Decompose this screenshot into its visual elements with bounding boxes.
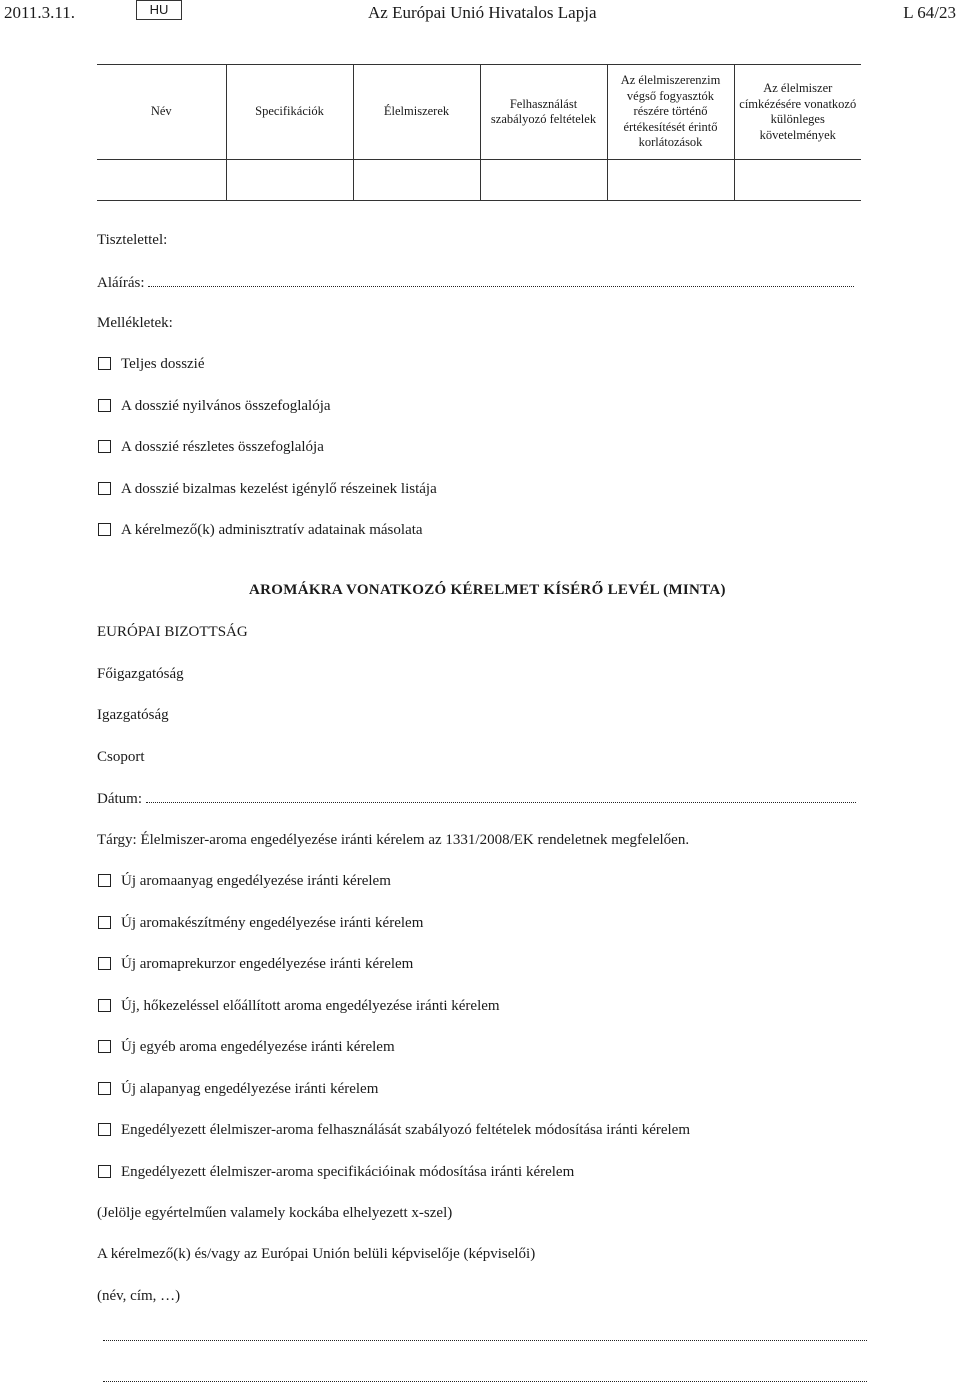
signature-line bbox=[97, 274, 861, 292]
checkbox[interactable] bbox=[98, 1165, 111, 1178]
publication-date: 2011.3.11. bbox=[4, 3, 75, 22]
date-field[interactable] bbox=[146, 790, 856, 803]
unit: Csoport bbox=[97, 749, 145, 765]
checkbox[interactable] bbox=[98, 1040, 111, 1053]
language-badge: HU bbox=[136, 0, 182, 20]
option-label: Teljes dosszié bbox=[121, 356, 205, 372]
option-label: Engedélyezett élelmiszer-aroma felhasználását szabályozó feltételek módosítása iránti kérelem bbox=[121, 1122, 691, 1138]
option-label: A dosszié nyilvános összefoglalója bbox=[121, 398, 331, 414]
attachment-option[interactable] bbox=[98, 522, 423, 539]
column-header: Élelmiszerek bbox=[353, 65, 480, 160]
applicant-label: A kérelmező(k) és/vagy az Európai Unión belüli képviselője (képviselői) bbox=[97, 1246, 536, 1262]
option-label: Engedélyezett élelmiszer-aroma specifikációinak módosítása iránti kérelem bbox=[121, 1164, 575, 1180]
option-label: Új aromaprekurzor engedélyezése iránti kérelem bbox=[121, 956, 414, 972]
regards-text: Tisztelettel: bbox=[97, 232, 168, 248]
checkbox[interactable] bbox=[98, 999, 111, 1012]
signature-label: Aláírás: bbox=[97, 275, 145, 291]
option-label: A dosszié bizalmas kezelést igénylő részeinek listája bbox=[121, 481, 437, 497]
column-header: Felhasználást szabályozó feltételek bbox=[480, 65, 607, 160]
subject-line: Tárgy: Élelmiszer-aroma engedélyezése iránti kérelem az 1331/2008/EK rendeletnek megfelelően. bbox=[97, 832, 690, 848]
attachment-option[interactable] bbox=[98, 356, 205, 373]
option-label: Új, hőkezeléssel előállított aroma engedélyezése iránti kérelem bbox=[121, 998, 500, 1014]
attachment-option[interactable] bbox=[98, 398, 331, 415]
column-header: Név bbox=[97, 65, 226, 160]
table-cell[interactable] bbox=[734, 160, 861, 201]
letter-heading: AROMÁKRA VONATKOZÓ KÉRELMET KÍSÉRŐ LEVÉL (MINTA) bbox=[249, 582, 726, 598]
request-option[interactable] bbox=[98, 1039, 395, 1056]
checkbox[interactable] bbox=[98, 874, 111, 887]
option-label: Új aromaanyag engedélyezése iránti kérelem bbox=[121, 873, 391, 889]
option-label: Új alapanyag engedélyezése iránti kérelem bbox=[121, 1081, 379, 1097]
table-cell[interactable] bbox=[97, 160, 226, 201]
checkbox[interactable] bbox=[98, 1123, 111, 1136]
column-header: Specifikációk bbox=[226, 65, 353, 160]
entry-line[interactable] bbox=[103, 1339, 867, 1341]
directorate-general: Főigazgatóság bbox=[97, 666, 184, 682]
request-option[interactable] bbox=[98, 915, 423, 932]
table-row bbox=[97, 160, 861, 201]
checkbox[interactable] bbox=[98, 523, 111, 536]
checkbox[interactable] bbox=[98, 482, 111, 495]
table-cell[interactable] bbox=[226, 160, 353, 201]
table-header-row bbox=[97, 65, 861, 160]
signature-field[interactable] bbox=[148, 274, 854, 287]
checkbox[interactable] bbox=[98, 399, 111, 412]
table-cell[interactable] bbox=[480, 160, 607, 201]
request-option[interactable] bbox=[98, 873, 391, 890]
request-option[interactable] bbox=[98, 1164, 574, 1181]
page-header bbox=[0, 0, 960, 28]
table-cell[interactable] bbox=[607, 160, 734, 201]
request-option[interactable] bbox=[98, 956, 413, 973]
attachments-label: Mellékletek: bbox=[97, 315, 173, 331]
request-option[interactable] bbox=[98, 1122, 690, 1139]
name-address-label: (név, cím, …) bbox=[97, 1288, 181, 1304]
request-option[interactable] bbox=[98, 998, 500, 1015]
request-option[interactable] bbox=[98, 1081, 378, 1098]
column-header: Az élelmiszer címkézésére vonatkozó különleges követelmények bbox=[734, 65, 861, 160]
checkbox[interactable] bbox=[98, 916, 111, 929]
journal-title: Az Európai Unió Hivatalos Lapja bbox=[368, 3, 597, 22]
option-label: Új egyéb aroma engedélyezése iránti kérelem bbox=[121, 1039, 395, 1055]
option-label: A kérelmező(k) adminisztratív adatainak másolata bbox=[121, 522, 423, 538]
attachment-option[interactable] bbox=[98, 439, 324, 456]
entry-line[interactable] bbox=[103, 1380, 867, 1382]
checkbox[interactable] bbox=[98, 957, 111, 970]
date-line bbox=[97, 790, 861, 808]
option-label: A dosszié részletes összefoglalója bbox=[121, 439, 324, 455]
spec-table bbox=[97, 64, 861, 201]
checkbox[interactable] bbox=[98, 1082, 111, 1095]
page-number: L 64/23 bbox=[903, 3, 956, 22]
org-name: EURÓPAI BIZOTTSÁG bbox=[97, 624, 248, 640]
column-header: Az élelmiszerenzim végső fogyasztók részére történő értékesítését érintő korlátozások bbox=[607, 65, 734, 160]
directorate: Igazgatóság bbox=[97, 707, 169, 723]
attachment-option[interactable] bbox=[98, 481, 437, 498]
instruction-note: (Jelölje egyértelműen valamely kockába elhelyezett x-szel) bbox=[97, 1205, 453, 1221]
checkbox[interactable] bbox=[98, 440, 111, 453]
option-label: Új aromakészítmény engedélyezése iránti kérelem bbox=[121, 915, 424, 931]
date-label: Dátum: bbox=[97, 791, 142, 807]
table-cell[interactable] bbox=[353, 160, 480, 201]
checkbox[interactable] bbox=[98, 357, 111, 370]
